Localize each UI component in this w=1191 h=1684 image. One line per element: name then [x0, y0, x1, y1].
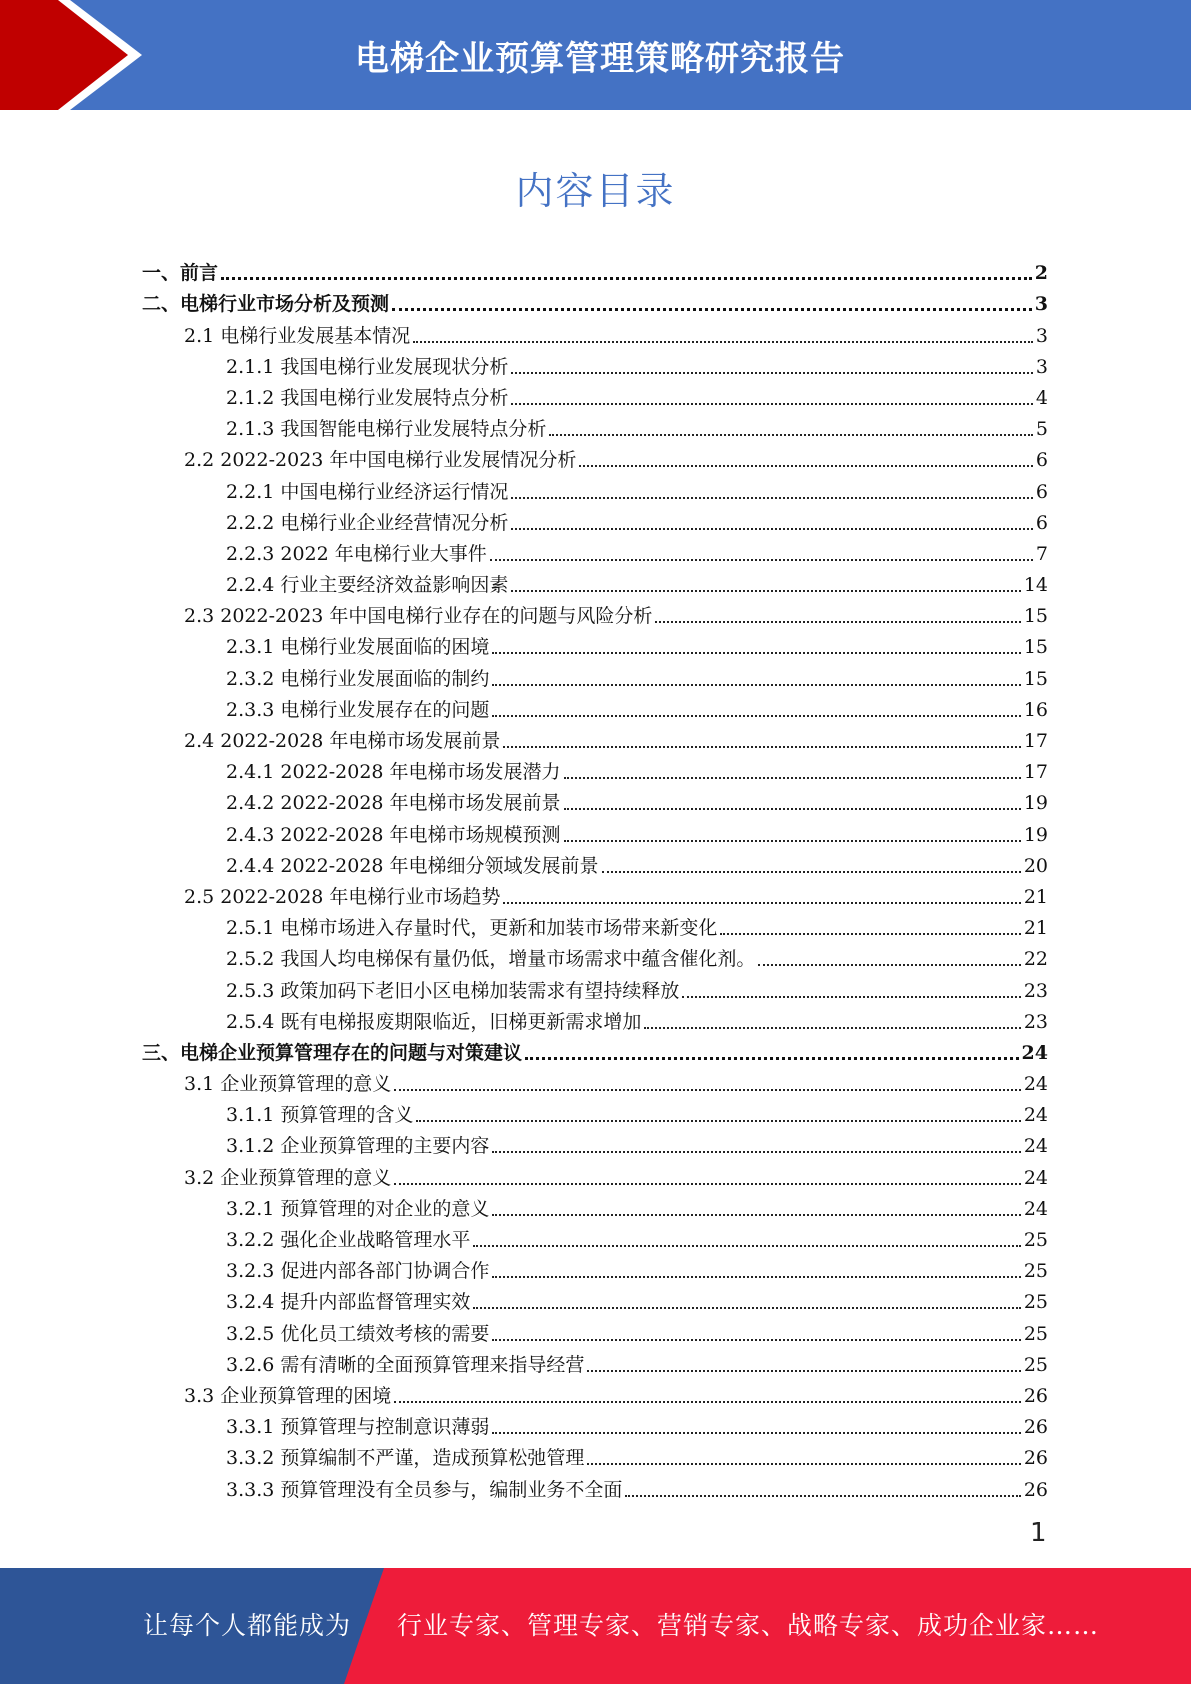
toc-entry-title: 2.2 2022-2023 年中国电梯行业发展情况分析 [184, 449, 577, 472]
toc-entry[interactable] [142, 971, 1048, 1002]
toc-entry[interactable] [142, 847, 1048, 878]
toc-entry-page: 7 [1035, 542, 1048, 565]
toc-entry-title: 2.3 2022-2023 年中国电梯行业存在的问题与风险分析 [184, 605, 653, 628]
toc-entry[interactable] [142, 1158, 1048, 1189]
toc-entry-page: 6 [1035, 449, 1048, 472]
toc-entry-page: 15 [1023, 605, 1048, 628]
toc-entry-page: 25 [1023, 1353, 1048, 1376]
toc-leader-dots [394, 1183, 1021, 1185]
toc-entry-title: 3.2.6 需有清晰的全面预算管理来指导经营 [226, 1353, 585, 1376]
toc-entry-page: 26 [1023, 1416, 1048, 1439]
toc-entry-title: 2.5 2022-2028 年电梯行业市场趋势 [184, 885, 501, 908]
toc-entry-title: 2.4.1 2022-2028 年电梯市场发展潜力 [226, 761, 561, 784]
toc-entry[interactable] [142, 535, 1048, 566]
toc-entry[interactable] [142, 722, 1048, 753]
toc-leader-dots [394, 1089, 1021, 1091]
toc-leader-dots [492, 1339, 1020, 1341]
toc-entry-page: 17 [1023, 761, 1048, 784]
toc-entry-page: 25 [1023, 1229, 1048, 1251]
toc-leader-dots [564, 808, 1021, 810]
toc-leader-dots [492, 1432, 1020, 1434]
toc-entry-title: 3.2.3 促进内部各部门协调合作 [226, 1260, 490, 1283]
toc-entry[interactable] [142, 1283, 1048, 1314]
toc-leader-dots [625, 1495, 1020, 1497]
toc-entry-title: 2.1.1 我国电梯行业发展现状分析 [226, 355, 509, 378]
footer-slogan-right: 行业专家、管理专家、营销专家、战略专家、成功企业家…… [397, 1611, 1100, 1640]
toc-entry[interactable] [142, 909, 1048, 940]
toc-entry-title: 3.1 企业预算管理的意义 [184, 1073, 392, 1096]
toc-leader-dots [579, 465, 1032, 467]
toc-leader-dots [564, 777, 1021, 779]
toc-entry-title: 3.3 企业预算管理的困境 [184, 1384, 392, 1407]
toc-entry[interactable] [142, 1065, 1048, 1096]
toc-leader-dots [758, 964, 1020, 966]
toc-entry[interactable] [142, 348, 1048, 379]
toc-entry-page: 14 [1023, 574, 1048, 597]
toc-entry-page: 6 [1035, 480, 1048, 503]
toc-leader-dots [564, 840, 1021, 842]
toc-leader-dots [587, 1463, 1020, 1465]
toc-entry-page: 16 [1023, 698, 1048, 721]
toc-entry[interactable] [142, 1439, 1048, 1470]
toc-entry[interactable] [142, 1252, 1048, 1283]
toc-entry-title: 3.3.3 预算管理没有全员参与，编制业务不全面 [226, 1478, 623, 1501]
toc-entry[interactable] [142, 628, 1048, 659]
toc-leader-dots [490, 559, 1033, 561]
toc-entry-title: 3.2.4 提升内部监督管理实效 [226, 1291, 471, 1314]
toc-entry-title: 2.2.3 2022 年电梯行业大事件 [226, 542, 487, 565]
toc-entry[interactable] [142, 815, 1048, 846]
toc-entry-page: 4 [1035, 386, 1048, 409]
toc-entry-page: 21 [1023, 917, 1048, 940]
toc-leader-dots [394, 1401, 1021, 1403]
toc-entry-page: 26 [1023, 1447, 1048, 1470]
toc-entry-title: 3.3.2 预算编制不严谨，造成预算松弛管理 [226, 1447, 585, 1470]
toc-entry-title: 二、电梯行业市场分析及预测 [142, 293, 390, 316]
toc-leader-dots [511, 372, 1033, 374]
toc-entry-title: 3.1.1 预算管理的含义 [226, 1104, 414, 1127]
toc-entry-title: 2.1.3 我国智能电梯行业发展特点分析 [226, 418, 547, 441]
toc-entry-title: 3.2.1 预算管理的对企业的意义 [226, 1197, 490, 1220]
toc-entry-page: 17 [1023, 730, 1048, 752]
toc-entry-page: 24 [1023, 1135, 1048, 1158]
header-arrow-graphic [0, 0, 300, 110]
toc-entry[interactable] [142, 379, 1048, 410]
toc-leader-dots [492, 1151, 1020, 1153]
toc-entry[interactable] [142, 1470, 1048, 1501]
toc-leader-dots [503, 746, 1020, 748]
toc-leader-dots [492, 684, 1020, 686]
toc-entry-title: 2.4 2022-2028 年电梯市场发展前景 [184, 730, 501, 752]
toc-leader-dots [492, 715, 1020, 717]
toc-leader-dots [720, 933, 1020, 935]
page-number: 1 [1030, 1518, 1047, 1548]
toc-entry-title: 2.3.3 电梯行业发展存在的问题 [226, 698, 490, 721]
toc-entry-title: 3.2.5 优化员工绩效考核的需要 [226, 1322, 490, 1345]
toc-leader-dots [416, 1120, 1020, 1122]
toc-entry[interactable] [142, 566, 1048, 597]
toc-leader-dots [473, 1245, 1020, 1247]
toc-entry[interactable] [142, 1314, 1048, 1345]
toc-entry-title: 3.1.2 企业预算管理的主要内容 [226, 1135, 490, 1158]
toc-entry-page: 24 [1021, 1041, 1048, 1064]
toc-entry-title: 2.2.4 行业主要经济效益影响因素 [226, 574, 509, 597]
toc-entry-title: 3.3.1 预算管理与控制意识薄弱 [226, 1416, 490, 1439]
toc-leader-dots [492, 652, 1020, 654]
toc-entry-page: 5 [1035, 418, 1048, 441]
toc-entry[interactable] [142, 472, 1048, 503]
toc-entry-title: 2.1 电梯行业发展基本情况 [184, 324, 411, 347]
toc-entry-page: 3 [1035, 355, 1048, 378]
toc-leader-dots [392, 308, 1032, 311]
toc-entry-page: 24 [1023, 1166, 1048, 1189]
toc-entry[interactable] [142, 878, 1048, 909]
toc-entry[interactable] [142, 691, 1048, 722]
toc-leader-dots [644, 1027, 1020, 1029]
toc-entry-page: 24 [1023, 1073, 1048, 1096]
toc-entry[interactable] [142, 1377, 1048, 1408]
toc-leader-dots [511, 403, 1033, 405]
toc-entry-page: 25 [1023, 1260, 1048, 1283]
toc-entry-page: 19 [1023, 792, 1048, 815]
toc-entry[interactable] [142, 1003, 1048, 1034]
toc-leader-dots [525, 1057, 1019, 1060]
toc-leader-dots [473, 1307, 1020, 1309]
toc-entry-page: 25 [1023, 1291, 1048, 1314]
toc-entry-title: 3.2.2 强化企业战略管理水平 [226, 1229, 471, 1251]
toc-entry[interactable] [142, 441, 1048, 472]
toc-entry[interactable] [142, 410, 1048, 441]
toc-leader-dots [602, 871, 1021, 873]
toc-entry[interactable] [142, 784, 1048, 815]
toc-entry-page: 23 [1023, 1010, 1048, 1033]
page-header [0, 0, 1191, 110]
toc-entry-page: 15 [1023, 636, 1048, 659]
toc-entry[interactable] [142, 1190, 1048, 1221]
toc-entry[interactable] [142, 659, 1048, 690]
toc-entry[interactable] [142, 940, 1048, 971]
toc-leader-dots [549, 434, 1033, 436]
toc-entry[interactable] [142, 285, 1048, 316]
toc-entry[interactable] [142, 753, 1048, 784]
footer-slogan-left: 让每个人都能成为 [143, 1611, 352, 1640]
toc-entry-page: 26 [1023, 1384, 1048, 1407]
toc-leader-dots [682, 996, 1020, 998]
toc-entry[interactable] [142, 1221, 1048, 1252]
toc-entry-page: 2 [1034, 262, 1048, 285]
toc-entry-page: 22 [1023, 948, 1048, 971]
toc-entry-title: 2.5.4 既有电梯报废期限临近，旧梯更新需求增加 [226, 1010, 642, 1033]
toc-entry-page: 23 [1023, 979, 1048, 1002]
toc-entry-title: 2.4.2 2022-2028 年电梯市场发展前景 [226, 792, 561, 815]
toc-entry[interactable] [142, 504, 1048, 535]
toc-entry-page: 15 [1023, 667, 1048, 690]
toc-entry-page: 6 [1035, 511, 1048, 534]
toc-entry-title: 2.4.3 2022-2028 年电梯市场规模预测 [226, 823, 561, 846]
toc-entry-page: 24 [1023, 1104, 1048, 1127]
toc-leader-dots [503, 902, 1020, 904]
toc-entry[interactable] [142, 254, 1048, 285]
toc-entry-page: 21 [1023, 885, 1048, 908]
toc-leader-dots [511, 590, 1020, 592]
toc-entry[interactable] [142, 1408, 1048, 1439]
toc-entry-title: 2.3.1 电梯行业发展面临的困境 [226, 636, 490, 659]
toc-entry[interactable] [142, 597, 1048, 628]
toc-entry-title: 2.1.2 我国电梯行业发展特点分析 [226, 386, 509, 409]
toc-entry[interactable] [142, 1346, 1048, 1377]
toc-entry[interactable] [142, 1127, 1048, 1158]
toc-entry-title: 2.3.2 电梯行业发展面临的制约 [226, 667, 490, 690]
toc-entry[interactable] [142, 316, 1048, 347]
toc-entry-title: 三、电梯企业预算管理存在的问题与对策建议 [142, 1041, 523, 1064]
toc-entry-page: 3 [1034, 293, 1048, 316]
toc-entry-page: 26 [1023, 1478, 1048, 1501]
toc-entry-title: 2.4.4 2022-2028 年电梯细分领域发展前景 [226, 854, 599, 877]
toc-entry-title: 2.2.2 电梯行业企业经营情况分析 [226, 511, 509, 534]
toc-entry[interactable] [142, 1034, 1048, 1065]
toc-entry-title: 2.5.2 我国人均电梯保有量仍低，增量市场需求中蕴含催化剂。 [226, 948, 756, 971]
toc-entry-title: 3.2 企业预算管理的意义 [184, 1166, 392, 1189]
toc-leader-dots [221, 277, 1032, 280]
toc-heading: 内容目录 [515, 169, 676, 213]
page-footer [0, 1568, 1191, 1684]
toc-entry-title: 2.2.1 中国电梯行业经济运行情况 [226, 480, 509, 503]
toc-leader-dots [587, 1370, 1020, 1372]
toc-entry-page: 19 [1023, 823, 1048, 846]
toc-leader-dots [655, 621, 1020, 623]
toc-entry-page: 25 [1023, 1322, 1048, 1345]
toc-entry-page: 20 [1023, 854, 1048, 877]
toc-leader-dots [413, 341, 1033, 343]
table-of-contents [142, 254, 1048, 1502]
toc-entry-title: 一、前言 [142, 262, 219, 285]
toc-entry-title: 2.5.1 电梯市场进入存量时代，更新和加装市场带来新变化 [226, 917, 718, 940]
report-title: 电梯企业预算管理策略研究报告 [355, 38, 845, 79]
toc-leader-dots [492, 1214, 1020, 1216]
toc-entry-page: 3 [1035, 324, 1048, 347]
toc-leader-dots [511, 528, 1033, 530]
toc-entry-page: 24 [1023, 1197, 1048, 1220]
toc-entry[interactable] [142, 1096, 1048, 1127]
toc-entry-title: 2.5.3 政策加码下老旧小区电梯加装需求有望持续释放 [226, 979, 680, 1002]
toc-leader-dots [492, 1276, 1020, 1278]
toc-leader-dots [511, 497, 1033, 499]
